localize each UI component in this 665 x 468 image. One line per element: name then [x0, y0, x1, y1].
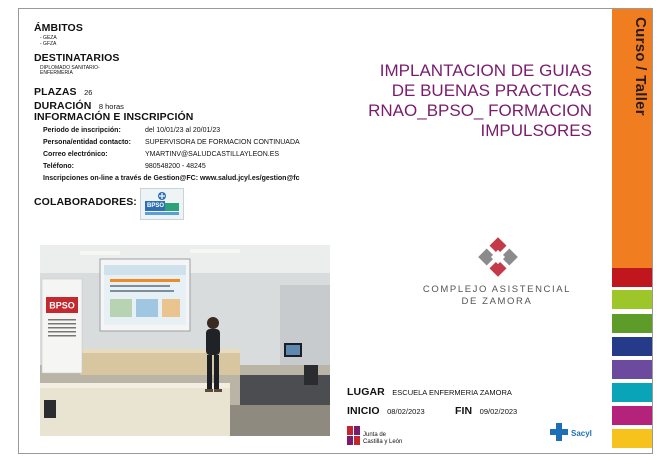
duracion-value: 8 horas [98, 102, 124, 111]
periodo-label: Periodo de inscripción: [43, 127, 121, 134]
telefono-value: 980548200 - 48245 [145, 163, 206, 170]
junta-line: Junta de [363, 432, 387, 438]
ambitos-heading: ÁMBITOS [34, 22, 83, 34]
destinatarios-line: DIPLOMADO SANITARIO- [40, 65, 100, 71]
title-line: DE BUENAS PRACTICAS [391, 81, 592, 100]
color-band [612, 337, 652, 356]
correo-value[interactable]: YMARTINV@SALUDCASTILLAYLEON.ES [145, 151, 280, 158]
ambitos-item: - GEZA [40, 35, 57, 41]
sacyl-logo [549, 422, 597, 444]
side-orange-panel [612, 9, 652, 268]
complejo-name [407, 284, 587, 308]
bpso-logo-text: BPSO [147, 203, 165, 209]
color-band [612, 268, 652, 287]
course-type-label: Curso / Taller [632, 17, 649, 116]
colaboradores-label: COLABORADORES: [34, 196, 137, 208]
poster [18, 8, 653, 454]
inicio-label: INICIO [347, 405, 380, 417]
fin-row [455, 401, 517, 419]
title-line: IMPLANTACION DE GUIAS [379, 61, 592, 80]
sacyl-text: Sacyl [571, 429, 592, 438]
complejo-line: COMPLEJO ASISTENCIAL [422, 284, 572, 295]
destinatarios-line: ENFERMERIA [40, 70, 73, 76]
title-line: IMPULSORES [480, 121, 592, 140]
plazas-label: PLAZAS [34, 86, 77, 98]
course-title [309, 61, 592, 141]
color-band [612, 314, 652, 333]
color-band [612, 360, 652, 379]
persona-label: Persona/entidad contacto: [43, 139, 131, 146]
title-line: RNAO_BPSO_ FORMACION [368, 101, 592, 120]
inicio-row [347, 401, 425, 419]
telefono-label: Teléfono: [43, 163, 74, 170]
color-band [612, 383, 652, 402]
color-band [612, 290, 652, 309]
plazas-value: 26 [84, 88, 93, 97]
junta-line: Castilla y León [363, 438, 403, 445]
color-band [612, 406, 652, 425]
lugar-value: ESCUELA ENFERMERIA ZAMORA [392, 388, 512, 397]
inicio-value: 08/02/2023 [387, 407, 425, 416]
complejo-logo [476, 235, 520, 279]
classroom-photo [40, 245, 330, 436]
lugar-label: LUGAR [347, 386, 385, 398]
fin-label: FIN [455, 405, 473, 417]
online-inscription[interactable]: Inscripciones on-line a través de Gestion@FC: www.salud.jcyl.es/gestion@fc [43, 175, 300, 182]
banner-bpso-text: BPSO [49, 300, 75, 311]
junta-text [363, 432, 402, 445]
destinatarios-heading: DESTINATARIOS [34, 52, 120, 64]
complejo-line: DE ZAMORA [461, 296, 533, 307]
junta-logo [347, 424, 407, 450]
bpso-logo [140, 188, 184, 220]
informacion-heading: INFORMACIÓN E INSCRIPCIÓN [34, 111, 194, 123]
fin-value: 09/02/2023 [479, 407, 518, 416]
periodo-value: del 10/01/23 al 20/01/23 [145, 127, 221, 134]
lugar-row [347, 382, 512, 400]
persona-value: SUPERVISORA DE FORMACION CONTINUADA [145, 139, 300, 146]
ambitos-item: - GFZA [40, 41, 57, 47]
duracion-label: DURACIÓN [34, 100, 92, 112]
correo-label: Correo electrónico: [43, 151, 108, 158]
side-bar [612, 9, 652, 453]
color-band [612, 429, 652, 448]
